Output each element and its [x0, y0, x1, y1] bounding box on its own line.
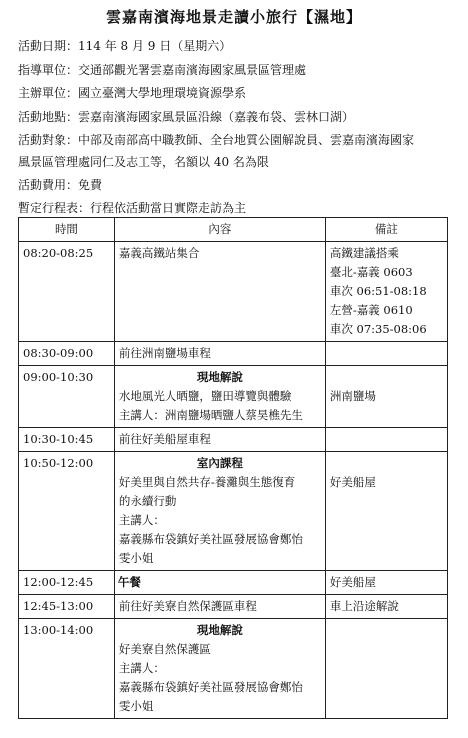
- content-heading: 午餐: [117, 575, 141, 589]
- row-time: 12:00-12:45: [19, 571, 115, 595]
- row-content: [114, 342, 325, 366]
- content-line: 主講人：: [118, 513, 165, 527]
- table-row: [19, 619, 448, 719]
- row-content: [114, 366, 325, 428]
- row-content: [114, 595, 325, 619]
- content-line: 嘉義縣布袋鎮好美社區發展協會鄭怡: [118, 532, 303, 546]
- content-line: 嘉義高鐵站集合: [118, 246, 200, 260]
- content-line: 的永續行動: [118, 494, 177, 508]
- row-note: [325, 571, 447, 595]
- content-line: 前往好美寮自然保護區車程: [118, 599, 257, 613]
- content-line: 前往洲南鹽場車程: [118, 346, 211, 360]
- row-content: [114, 571, 325, 595]
- row-time: 08:20-08:25: [19, 242, 115, 342]
- note-line: 左營-嘉義 0610: [329, 303, 413, 317]
- content-line: 嘉義縣布袋鎮好美社區發展協會鄭怡: [118, 680, 303, 694]
- header-content: 內容: [114, 218, 325, 242]
- row-content: [114, 452, 325, 571]
- table-row: [19, 366, 448, 428]
- row-time: 08:30-09:00: [19, 342, 115, 366]
- document-title: 雲嘉南濱海地景走讀小旅行【濕地】: [105, 8, 362, 26]
- header-note: 備註: [325, 218, 447, 242]
- row-time: 13:00-14:00: [19, 619, 115, 719]
- info-organizer: 主辦單位：國立臺灣大學地理環境資源學系: [18, 86, 247, 100]
- row-note: [325, 366, 447, 428]
- row-time: 10:30-10:45: [19, 428, 115, 452]
- content-line: 好美里與自然共存-養灘與生態復育: [118, 475, 296, 489]
- table-row: [19, 242, 448, 342]
- table-row: [19, 571, 448, 595]
- info-location: 活動地點：雲嘉南濱海國家風景區沿線（嘉義布袋、雲林口湖）: [18, 110, 355, 124]
- row-content: [114, 242, 325, 342]
- info-date: 活動日期：114 年 8 月 9 日（星期六）: [18, 39, 232, 53]
- note-line: 高鐵建議搭乘: [329, 246, 399, 260]
- content-line: 雯小姐: [118, 551, 154, 565]
- content-line: 水地風光人晒鹽，鹽田導覽與體驗: [118, 389, 292, 403]
- info-fee: 活動費用：免費: [18, 178, 103, 192]
- table-row: [19, 452, 448, 571]
- note-line: 車上沿途解說: [329, 599, 399, 613]
- row-note: [325, 342, 447, 366]
- row-time: 10:50-12:00: [19, 452, 115, 571]
- header-time: 時間: [19, 218, 115, 242]
- content-heading: 室內課程: [196, 456, 243, 470]
- row-note: [325, 428, 447, 452]
- row-content: [114, 619, 325, 719]
- note-line: 洲南鹽場: [329, 389, 376, 403]
- note-line: 臺北-嘉義 0603: [329, 265, 413, 279]
- info-audience-line2: 風景區管理處同仁及志工等，名額以 40 名為限: [18, 155, 269, 169]
- content-line: 好美寮自然保護區: [118, 642, 211, 656]
- row-note: [325, 242, 447, 342]
- row-note: [325, 452, 447, 571]
- content-line: 前往好美船屋車程: [118, 432, 211, 446]
- note-line: 好美船屋: [329, 575, 376, 589]
- note-line: 好美船屋: [329, 475, 376, 489]
- content-line: 主講人：: [118, 661, 165, 675]
- row-time: 09:00-10:30: [19, 366, 115, 428]
- table-row: [19, 595, 448, 619]
- note-line: 車次 06:51-08:18: [329, 284, 427, 298]
- note-line: 車次 07:35-08:06: [329, 322, 427, 336]
- content-heading: 現地解說: [196, 370, 243, 384]
- content-heading: 現地解說: [196, 623, 243, 637]
- info-guidance-unit: 指導單位：交通部觀光署雲嘉南濱海國家風景區管理處: [18, 63, 307, 77]
- row-note: [325, 619, 447, 719]
- content-line: 主講人：洲南鹽場晒鹽人蔡昊樵先生: [118, 408, 303, 422]
- table-row: [19, 428, 448, 452]
- info-schedule-note: 暫定行程表：行程依活動當日實際走訪為主: [18, 201, 247, 215]
- schedule-table: [18, 217, 448, 719]
- table-header-row: [19, 218, 448, 242]
- row-time: 12:45-13:00: [19, 595, 115, 619]
- row-content: [114, 428, 325, 452]
- info-audience-line1: 活動對象：中部及南部高中職教師、全台地質公園解說員、雲嘉南濱海國家: [18, 133, 415, 147]
- row-note: [325, 595, 447, 619]
- table-row: [19, 342, 448, 366]
- content-line: 雯小姐: [118, 699, 154, 713]
